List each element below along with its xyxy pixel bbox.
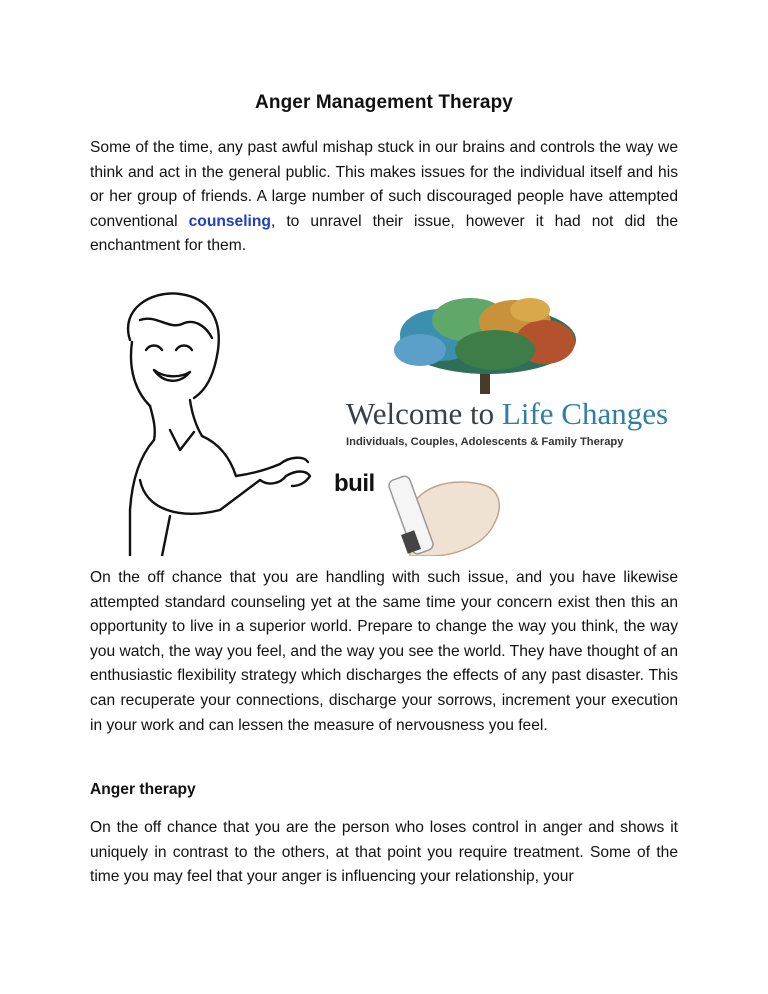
therapy-subline: Individuals, Couples, Adolescents & Family Therapy — [346, 436, 624, 448]
welcome-accent: Life Changes — [501, 396, 669, 431]
illustration-image — [110, 280, 670, 556]
counseling-link[interactable]: counseling — [188, 212, 271, 230]
intro-paragraph — [90, 136, 678, 259]
body-paragraph: On the off chance that you are handling with such issue, and you have likewise attempted standard counseling yet at the same time your concern exist then this an opportunity to live in a superior world. Prepare to change the way you think, the way you watch, the way you feel, and the way you see the world. They have thought of an enthusiastic flexibility strategy which discharges the effects of any past disaster. This can recuperate your connections, discharge your sorrows, increment your execution in your work and can lessen the measure of nervousness you feel. — [90, 569, 678, 734]
woman-drawing-icon — [128, 293, 310, 556]
anger-therapy-paragraph: On the off chance that you are the person who loses control in anger and shows it uniquely in contrast to the others, at that point you require treatment. Some of the time you may feel that your anger is influencing your relationship, your — [90, 819, 678, 886]
handwritten-text: buil — [334, 470, 375, 497]
intro-text-before-link: Some of the time, any past awful mishap stuck in our brains and controls the way we think and act in the general public. This makes issues for the individual itself and his or her group of friends. A large number of such discouraged people have attempted conventional — [90, 139, 678, 230]
intro-text-after-link: , to unravel their issue, however it had not did the enchantment for them. — [90, 212, 678, 255]
page-title: Anger Management Therapy — [255, 92, 513, 113]
welcome-prefix: Welcome to — [346, 396, 502, 431]
tree-icon — [394, 298, 576, 394]
hand-with-marker-icon — [387, 475, 499, 556]
welcome-banner — [346, 396, 670, 432]
section-heading: Anger therapy — [90, 781, 196, 798]
